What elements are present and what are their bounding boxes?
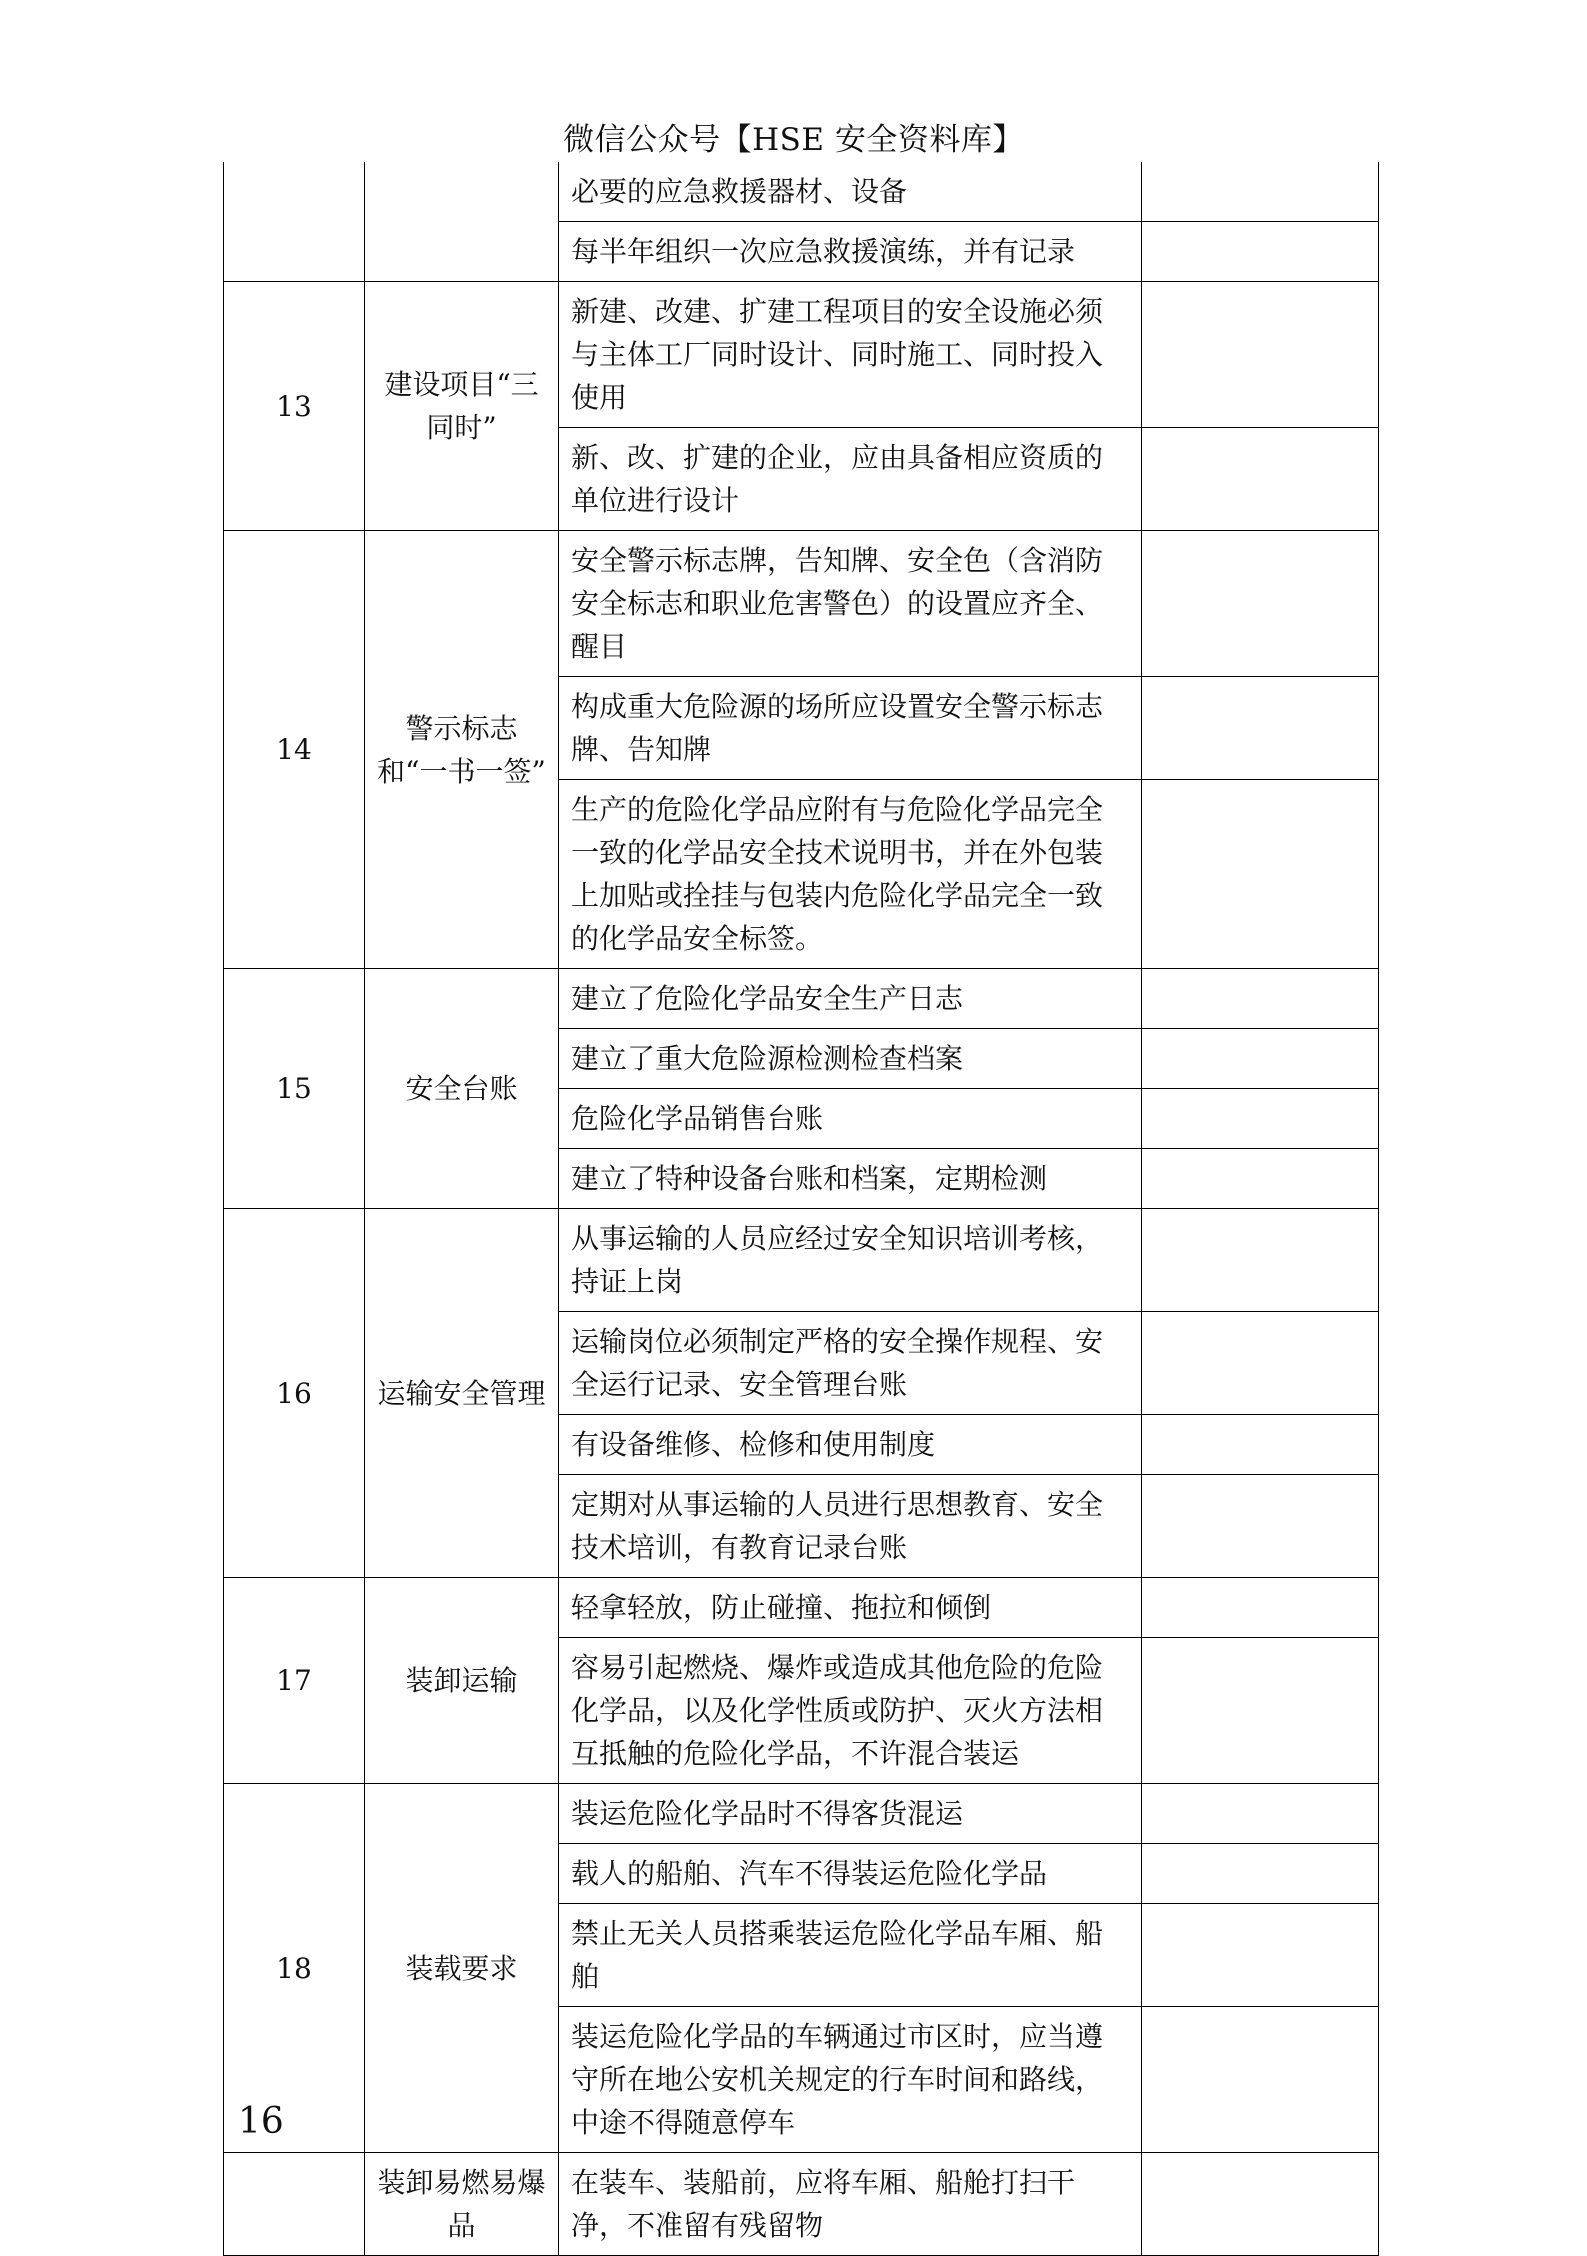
item-number-cell: 15: [224, 969, 365, 1209]
item-number-cell: 16: [224, 1209, 365, 1578]
result-cell[interactable]: [1142, 531, 1379, 677]
result-cell[interactable]: [1142, 2153, 1379, 2256]
table-row: [224, 969, 1379, 1029]
result-cell[interactable]: [1142, 1904, 1379, 2007]
result-cell[interactable]: [1142, 1475, 1379, 1578]
item-name-cell: 装卸易燃易爆品: [365, 2153, 559, 2256]
item-number-cell: 18: [224, 1784, 365, 2153]
requirement-cell: 每半年组织一次应急救援演练，并有记录: [559, 222, 1142, 282]
item-name-cell: 装载要求: [365, 1784, 559, 2153]
result-cell[interactable]: [1142, 162, 1379, 222]
result-cell[interactable]: [1142, 1638, 1379, 1784]
requirement-cell: 容易引起燃烧、爆炸或造成其他危险的危险化学品，以及化学性质或防护、灭火方法相互抵触的危险化学品，不许混合装运: [559, 1638, 1142, 1784]
result-cell[interactable]: [1142, 1784, 1379, 1844]
item-number-cell: 17: [224, 1578, 365, 1784]
result-cell[interactable]: [1142, 1844, 1379, 1904]
item-name-cell: 安全台账: [365, 969, 559, 1209]
item-name-cell: [365, 162, 559, 282]
item-number-cell: [224, 162, 365, 282]
item-name-cell: 运输安全管理: [365, 1209, 559, 1578]
table-row: [224, 1784, 1379, 1844]
table-row: [224, 1578, 1379, 1638]
requirement-cell: 新建、改建、扩建工程项目的安全设施必须与主体工厂同时设计、同时施工、同时投入使用: [559, 282, 1142, 428]
result-cell[interactable]: [1142, 1415, 1379, 1475]
item-number-cell: 13: [224, 282, 365, 531]
requirement-cell: 装运危险化学品时不得客货混运: [559, 1784, 1142, 1844]
result-cell[interactable]: [1142, 1209, 1379, 1312]
result-cell[interactable]: [1142, 969, 1379, 1029]
requirement-cell: 载人的船舶、汽车不得装运危险化学品: [559, 1844, 1142, 1904]
requirement-cell: 安全警示标志牌，告知牌、安全色（含消防安全标志和职业危害警色）的设置应齐全、醒目: [559, 531, 1142, 677]
item-name-cell: 装卸运输: [365, 1578, 559, 1784]
requirement-cell: 必要的应急救援器材、设备: [559, 162, 1142, 222]
result-cell[interactable]: [1142, 1149, 1379, 1209]
item-number-cell: 14: [224, 531, 365, 969]
result-cell[interactable]: [1142, 1089, 1379, 1149]
table-row: [224, 282, 1379, 428]
requirement-cell: 建立了危险化学品安全生产日志: [559, 969, 1142, 1029]
requirement-cell: 建立了特种设备台账和档案，定期检测: [559, 1149, 1142, 1209]
item-name-cell: 警示标志和“一书一签”: [365, 531, 559, 969]
result-cell[interactable]: [1142, 2007, 1379, 2153]
requirement-cell: 定期对从事运输的人员进行思想教育、安全技术培训，有教育记录台账: [559, 1475, 1142, 1578]
result-cell[interactable]: [1142, 428, 1379, 531]
requirement-cell: 运输岗位必须制定严格的安全操作规程、安全运行记录、安全管理台账: [559, 1312, 1142, 1415]
result-cell[interactable]: [1142, 1029, 1379, 1089]
requirement-cell: 新、改、扩建的企业，应由具备相应资质的单位进行设计: [559, 428, 1142, 531]
result-cell[interactable]: [1142, 1578, 1379, 1638]
requirement-cell: 有设备维修、检修和使用制度: [559, 1415, 1142, 1475]
result-cell[interactable]: [1142, 282, 1379, 428]
page-header: 微信公众号【HSE 安全资料库】: [563, 122, 1024, 158]
page-number: 16: [238, 2101, 284, 2142]
requirement-cell: 在装车、装船前，应将车厢、船舱打扫干净，不准留有残留物: [559, 2153, 1142, 2256]
table-row: [224, 1209, 1379, 1312]
result-cell[interactable]: [1142, 780, 1379, 969]
requirement-cell: 建立了重大危险源检测检查档案: [559, 1029, 1142, 1089]
requirement-cell: 从事运输的人员应经过安全知识培训考核，持证上岗: [559, 1209, 1142, 1312]
requirement-cell: 禁止无关人员搭乘装运危险化学品车厢、船舶: [559, 1904, 1142, 2007]
requirement-cell: 生产的危险化学品应附有与危险化学品完全一致的化学品安全技术说明书，并在外包装上加贴或拴挂与包装内危险化学品完全一致的化学品安全标签。: [559, 780, 1142, 969]
requirement-cell: 装运危险化学品的车辆通过市区时，应当遵守所在地公安机关规定的行车时间和路线，中途不得随意停车: [559, 2007, 1142, 2153]
item-name-cell: 建设项目“三同时”: [365, 282, 559, 531]
result-cell[interactable]: [1142, 677, 1379, 780]
table-row: [224, 531, 1379, 677]
item-number-cell: [224, 2153, 365, 2256]
requirement-cell: 轻拿轻放，防止碰撞、拖拉和倾倒: [559, 1578, 1142, 1638]
result-cell[interactable]: [1142, 1312, 1379, 1415]
result-cell[interactable]: [1142, 222, 1379, 282]
table-row: [224, 162, 1379, 222]
inspection-checklist-table: [223, 162, 1379, 2256]
table-row: [224, 2153, 1379, 2256]
requirement-cell: 构成重大危险源的场所应设置安全警示标志牌、告知牌: [559, 677, 1142, 780]
requirement-cell: 危险化学品销售台账: [559, 1089, 1142, 1149]
